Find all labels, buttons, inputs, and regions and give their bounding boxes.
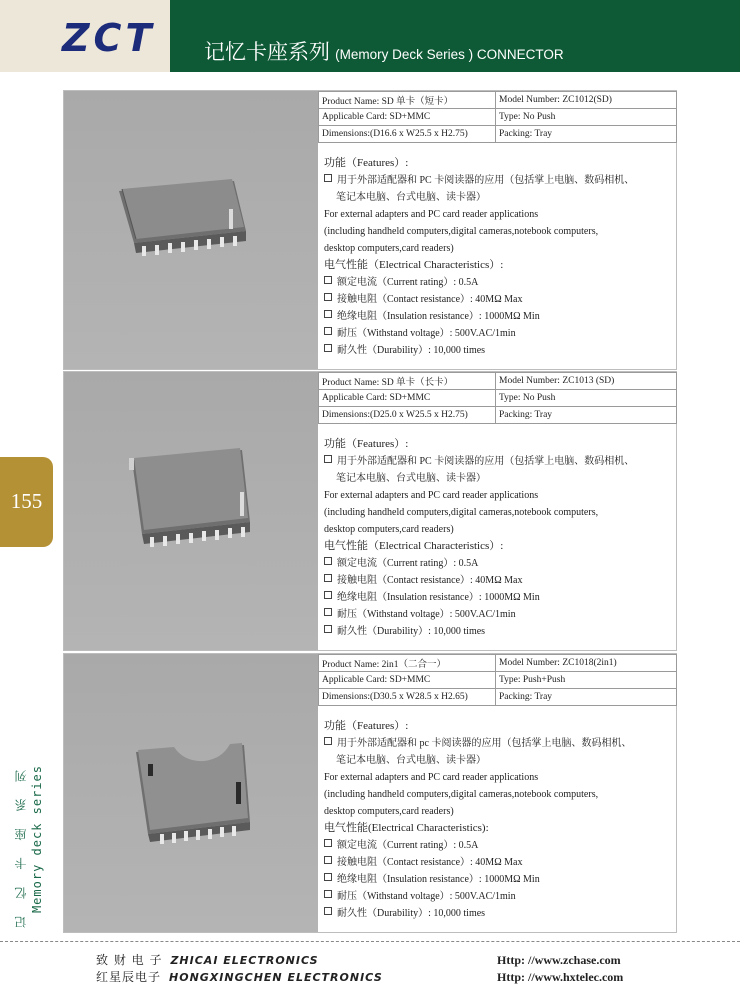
current-rating: 额定电流（Current rating）: 0.5A xyxy=(337,277,479,288)
dimensions: Dimensions:(D30.5 x W28.5 x H2.65) xyxy=(319,689,496,706)
page-number: 155 xyxy=(10,489,43,513)
page-title-cn: 记忆卡座系列 xyxy=(204,40,330,64)
product-card-1 xyxy=(63,90,677,370)
spec-item xyxy=(324,572,670,589)
insulation-resistance: 绝缘电阻（Insulation resistance）: 1000MΩ Min xyxy=(337,874,540,885)
checkbox-bullet-icon xyxy=(324,174,332,182)
feature-item xyxy=(324,172,670,189)
contact-resistance: 接触电阻（Contact resistance）: 40MΩ Max xyxy=(337,857,523,868)
features-block-1 xyxy=(324,155,670,359)
spec-item xyxy=(324,854,670,871)
applicable-card: Applicable Card: SD+MMC xyxy=(319,672,496,689)
feature-en-line-3: desktop computers,card readers) xyxy=(324,243,454,254)
product-info-3 xyxy=(318,654,676,932)
product-photo-1 xyxy=(64,91,318,369)
page-title xyxy=(204,36,564,66)
current-rating: 额定电流（Current rating）: 0.5A xyxy=(337,840,479,851)
product-info-2 xyxy=(318,372,676,650)
checkbox-bullet-icon xyxy=(324,608,332,616)
contact-resistance: 接触电阻（Contact resistance）: 40MΩ Max xyxy=(337,294,523,305)
side-vertical-cn: 记 忆 卡 座 系 列 xyxy=(14,765,28,929)
company2-en: HONGXINGCHEN ELECTRONICS xyxy=(169,971,383,984)
feature-en-line-1: For external adapters and PC card reader applications xyxy=(324,209,539,220)
model-number: Model Number: ZC1013 (SD) xyxy=(496,373,677,390)
spec-item xyxy=(324,325,670,342)
product-type: Type: No Push xyxy=(496,109,677,126)
product-card-2 xyxy=(63,371,677,651)
checkbox-bullet-icon xyxy=(324,737,332,745)
feature-cn-line-2: 笔记本电脑、台式电脑、读卡器） xyxy=(336,192,486,203)
packing: Packing: Tray xyxy=(496,126,677,143)
footer-divider xyxy=(0,941,740,942)
spec-item xyxy=(324,291,670,308)
checkbox-bullet-icon xyxy=(324,574,332,582)
spec-item xyxy=(324,606,670,623)
product-card-3 xyxy=(63,653,677,933)
applicable-card: Applicable Card: SD+MMC xyxy=(319,390,496,407)
features-block-2 xyxy=(324,436,670,640)
features-title: 功能（Features）: xyxy=(324,720,409,732)
packing: Packing: Tray xyxy=(496,407,677,424)
checkbox-bullet-icon xyxy=(324,839,332,847)
current-rating: 额定电流（Current rating）: 0.5A xyxy=(337,558,479,569)
withstand-voltage: 耐压（Withstand voltage）: 500V.AC/1min xyxy=(337,609,516,620)
feature-cn-line-2: 笔记本电脑、台式电脑、读卡器） xyxy=(336,755,486,766)
model-number: Model Number: ZC1018(2in1) xyxy=(496,655,677,672)
spec-item xyxy=(324,888,670,905)
features-block-3 xyxy=(324,718,670,922)
feature-item xyxy=(324,735,670,752)
product-type: Type: No Push xyxy=(496,390,677,407)
feature-en-line-2: (including handheld computers,digital cameras,notebook computers, xyxy=(324,507,599,518)
footer-url-2[interactable]: Http: //www.hxtelec.com xyxy=(497,970,624,984)
spec-item xyxy=(324,274,670,291)
features-title: 功能（Features）: xyxy=(324,438,409,450)
company-logo: ZCT xyxy=(62,16,156,60)
spec-item xyxy=(324,837,670,854)
feature-cn-line: 用于外部适配器和 PC 卡阅读器的应用（包括掌上电脑、数码相机、 xyxy=(337,175,635,186)
spec-table-1 xyxy=(318,91,677,143)
durability: 耐久性（Durability）: 10,000 times xyxy=(337,908,486,919)
electrical-title: 电气性能（Electrical Characteristics）: xyxy=(324,259,504,271)
product-name: Product Name: SD 单卡（短卡） xyxy=(319,92,496,109)
feature-en-line-2: (including handheld computers,digital cameras,notebook computers, xyxy=(324,226,599,237)
dimensions: Dimensions:(D25.0 x W25.5 x H2.75) xyxy=(319,407,496,424)
checkbox-bullet-icon xyxy=(324,873,332,881)
company1-cn: 致 财 电 子 xyxy=(96,953,163,967)
side-vertical-label xyxy=(8,765,48,929)
durability: 耐久性（Durability）: 10,000 times xyxy=(337,626,486,637)
checkbox-bullet-icon xyxy=(324,557,332,565)
product-photo-3 xyxy=(64,654,318,932)
header-logo-area xyxy=(0,0,170,72)
checkbox-bullet-icon xyxy=(324,856,332,864)
checkbox-bullet-icon xyxy=(324,276,332,284)
contact-resistance: 接触电阻（Contact resistance）: 40MΩ Max xyxy=(337,575,523,586)
feature-en-line-1: For external adapters and PC card reader applications xyxy=(324,490,539,501)
checkbox-bullet-icon xyxy=(324,907,332,915)
feature-en-line-3: desktop computers,card readers) xyxy=(324,524,454,535)
page-title-en: (Memory Deck Series ) CONNECTOR xyxy=(335,47,564,62)
product-type: Type: Push+Push xyxy=(496,672,677,689)
spec-item xyxy=(324,589,670,606)
feature-en-line-1: For external adapters and PC card reader applications xyxy=(324,772,539,783)
feature-cn-line: 用于外部适配器和 pc 卡阅读器的应用（包括掌上电脑、数码相机、 xyxy=(337,738,632,749)
sd-connector-long-image xyxy=(64,372,318,650)
packing: Packing: Tray xyxy=(496,689,677,706)
feature-en-line-3: desktop computers,card readers) xyxy=(324,806,454,817)
product-info-1 xyxy=(318,91,676,369)
electrical-title: 电气性能(Electrical Characteristics): xyxy=(324,822,489,834)
insulation-resistance: 绝缘电阻（Insulation resistance）: 1000MΩ Min xyxy=(337,311,540,322)
checkbox-bullet-icon xyxy=(324,310,332,318)
electrical-title: 电气性能（Electrical Characteristics）: xyxy=(324,540,504,552)
spec-item xyxy=(324,905,670,922)
2in1-connector-image xyxy=(64,654,318,932)
withstand-voltage: 耐压（Withstand voltage）: 500V.AC/1min xyxy=(337,891,516,902)
footer-company-1 xyxy=(96,952,383,969)
applicable-card: Applicable Card: SD+MMC xyxy=(319,109,496,126)
checkbox-bullet-icon xyxy=(324,591,332,599)
footer-url-1[interactable]: Http: //www.zchase.com xyxy=(497,953,621,967)
footer-company-2 xyxy=(96,969,383,986)
sd-connector-short-image xyxy=(64,91,318,369)
spec-item xyxy=(324,308,670,325)
checkbox-bullet-icon xyxy=(324,327,332,335)
feature-cn-line-2: 笔记本电脑、台式电脑、读卡器） xyxy=(336,473,486,484)
checkbox-bullet-icon xyxy=(324,625,332,633)
spec-table-3 xyxy=(318,654,677,706)
features-title: 功能（Features）: xyxy=(324,157,409,169)
withstand-voltage: 耐压（Withstand voltage）: 500V.AC/1min xyxy=(337,328,516,339)
feature-item xyxy=(324,453,670,470)
model-number: Model Number: ZC1012(SD) xyxy=(496,92,677,109)
checkbox-bullet-icon xyxy=(324,455,332,463)
spec-table-2 xyxy=(318,372,677,424)
spec-item xyxy=(324,871,670,888)
footer-companies xyxy=(96,952,383,986)
checkbox-bullet-icon xyxy=(324,890,332,898)
product-photo-2 xyxy=(64,372,318,650)
durability: 耐久性（Durability）: 10,000 times xyxy=(337,345,486,356)
feature-cn-line: 用于外部适配器和 PC 卡阅读器的应用（包括掌上电脑、数码相机、 xyxy=(337,456,635,467)
checkbox-bullet-icon xyxy=(324,344,332,352)
company2-cn: 红星辰电子 xyxy=(96,970,162,984)
company1-en: ZHICAI ELECTRONICS xyxy=(170,954,319,967)
product-name: Product Name: SD 单卡（长卡） xyxy=(319,373,496,390)
spec-item xyxy=(324,555,670,572)
dimensions: Dimensions:(D16.6 x W25.5 x H2.75) xyxy=(319,126,496,143)
insulation-resistance: 绝缘电阻（Insulation resistance）: 1000MΩ Min xyxy=(337,592,540,603)
spec-item xyxy=(324,623,670,640)
header-title-bar xyxy=(170,0,740,72)
feature-en-line-2: (including handheld computers,digital cameras,notebook computers, xyxy=(324,789,599,800)
footer-urls xyxy=(497,952,623,986)
page-number-tab xyxy=(0,457,53,547)
side-vertical-en: Memory deck series xyxy=(30,765,44,914)
checkbox-bullet-icon xyxy=(324,293,332,301)
product-name: Product Name: 2in1（二合一） xyxy=(319,655,496,672)
spec-item xyxy=(324,342,670,359)
